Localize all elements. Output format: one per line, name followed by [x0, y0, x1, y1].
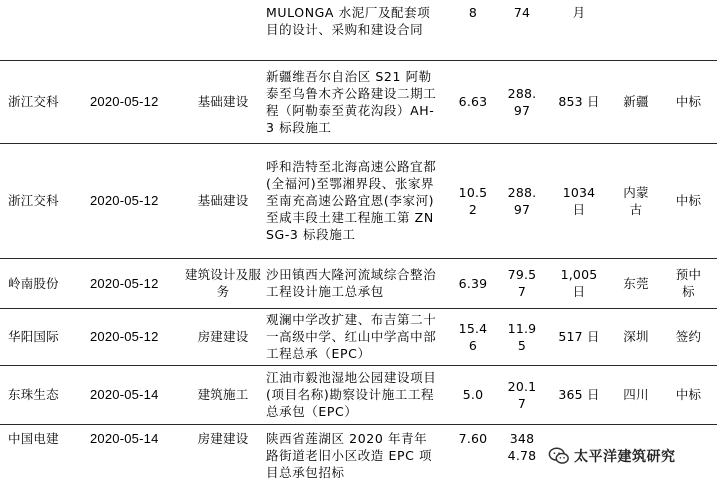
cell-company [0, 365, 78, 424]
cell-date [88, 308, 184, 365]
cell-project [262, 258, 446, 308]
amount-text: 5.0 [462, 387, 484, 402]
wechat-icon [548, 445, 570, 467]
date-text: 2020-05-12 [90, 275, 159, 291]
region-text: 新疆 [623, 94, 649, 109]
amount-text: 6.39 [458, 275, 488, 291]
company-text: 中国电建 [8, 431, 59, 446]
cell-company [0, 308, 78, 365]
revenue-pct-text: 288.97 [507, 85, 537, 118]
status-text: 中标 [675, 193, 702, 208]
cell-company [0, 0, 78, 60]
project-text: MULONGA 水泥厂及配套项目的设计、采购和建设合同 [266, 5, 431, 37]
cell-duration [546, 0, 612, 60]
amount-text: 6.63 [458, 94, 488, 109]
cell-amount [448, 258, 498, 308]
cell-status [660, 0, 717, 60]
revenue-pct-text: 3484.78 [507, 431, 537, 463]
status-text: 中标 [675, 387, 702, 402]
cell-region [612, 60, 660, 143]
date-text: 2020-05-12 [90, 193, 159, 208]
cell-status [660, 60, 717, 143]
region-text: 四川 [623, 387, 649, 402]
company-text: 浙江交科 [8, 193, 59, 208]
cell-status [660, 365, 717, 424]
revenue-pct-text: 288.97 [507, 184, 537, 217]
duration-text: 月 [572, 5, 586, 20]
cell-region [612, 365, 660, 424]
project-text: 观澜中学改扩建、布吉第二十一高级中学、红山中学高中部工程总承（EPC） [266, 312, 437, 361]
revenue-pct-text: 79.57 [507, 267, 537, 299]
project-text: 沙田镇西大隆河流域综合整治工程设计施工总承包 [266, 267, 437, 299]
company-text: 东珠生态 [8, 387, 59, 402]
project-text: 江油市毅池湿地公园建设项目(项目名称)勘察设计施工工程总承包（EPC） [266, 370, 437, 419]
date-text: 2020-05-12 [90, 94, 159, 109]
cell-region [612, 258, 660, 308]
amount-text: 8 [468, 5, 478, 20]
cell-amount [448, 424, 498, 487]
type-text: 房建建设 [197, 431, 249, 446]
duration-text: 1034 日 [562, 184, 596, 217]
region-text: 内蒙古 [623, 184, 649, 217]
cell-type [184, 424, 262, 487]
cell-status [660, 258, 717, 308]
cell-revenue-pct [498, 60, 546, 143]
duration-text: 365 日 [558, 387, 600, 402]
amount-text: 15.46 [458, 320, 488, 353]
date-text: 2020-05-14 [90, 431, 159, 446]
cell-revenue-pct [498, 424, 546, 487]
company-text: 浙江交科 [8, 94, 59, 109]
watermark-text: 太平洋建筑研究 [574, 449, 676, 465]
revenue-pct-text: 20.17 [507, 378, 537, 411]
cell-region [612, 308, 660, 365]
date-text: 2020-05-14 [90, 387, 159, 402]
cell-project [262, 365, 446, 424]
amount-text: 10.52 [458, 184, 488, 217]
cell-company [0, 424, 78, 487]
cell-revenue-pct [498, 0, 546, 60]
cell-revenue-pct [498, 143, 546, 258]
project-text: 陕西省莲湖区 2020 年青年路街道老旧小区改造 EPC 项目总承包招标 [266, 431, 433, 480]
cell-region [612, 0, 660, 60]
cell-project [262, 60, 446, 143]
cell-date [88, 365, 184, 424]
project-text: 呼和浩特至北海高速公路宜都(全福河)至鄂湘界段、张家界至南充高速公路宜恩(李家河)至咸丰段土建工程施工第 ZNSG-3 标段施工 [266, 159, 437, 242]
cell-duration [546, 258, 612, 308]
company-text: 岭南股份 [8, 275, 59, 291]
cell-project [262, 143, 446, 258]
cell-date [88, 143, 184, 258]
cell-type [184, 308, 262, 365]
cell-type [184, 143, 262, 258]
cell-company [0, 60, 78, 143]
cell-revenue-pct [498, 365, 546, 424]
status-text: 中标 [675, 94, 702, 109]
cell-amount [448, 0, 498, 60]
region-text: 深圳 [623, 329, 649, 344]
cell-region [612, 143, 660, 258]
cell-duration [546, 365, 612, 424]
cell-amount [448, 143, 498, 258]
project-text: 新疆维吾尔自治区 S21 阿勒泰至乌鲁木齐公路建设二期工程（阿勒泰至黄花沟段）AH-3 标段施工 [266, 68, 437, 135]
cell-amount [448, 308, 498, 365]
region-text: 东莞 [623, 275, 649, 291]
cell-date [88, 424, 184, 487]
watermark [548, 442, 717, 470]
date-text: 2020-05-12 [90, 329, 159, 344]
cell-date [88, 60, 184, 143]
revenue-pct-text: 11.95 [507, 320, 537, 353]
cell-status [660, 143, 717, 258]
status-text: 预中标 [675, 267, 702, 299]
cell-project [262, 0, 446, 60]
cell-duration [546, 60, 612, 143]
cell-project [262, 424, 446, 487]
cell-company [0, 258, 78, 308]
cell-duration [546, 143, 612, 258]
duration-text: 1,005 日 [560, 267, 598, 299]
cell-type [184, 258, 262, 308]
type-text: 建筑设计及服务 [184, 267, 262, 299]
revenue-pct-text: 74 [513, 5, 531, 20]
company-text: 华阳国际 [8, 329, 59, 344]
type-text: 基础建设 [197, 94, 249, 109]
cell-project [262, 308, 446, 365]
cell-status [660, 308, 717, 365]
cell-type [184, 365, 262, 424]
cell-amount [448, 365, 498, 424]
cell-type [184, 0, 262, 60]
amount-text: 7.60 [458, 431, 488, 446]
cell-revenue-pct [498, 258, 546, 308]
duration-text: 853 日 [558, 94, 600, 109]
cell-company [0, 143, 78, 258]
cell-revenue-pct [498, 308, 546, 365]
cell-date [88, 258, 184, 308]
cell-date [88, 0, 184, 60]
cell-duration [546, 308, 612, 365]
cell-amount [448, 60, 498, 143]
status-text: 签约 [675, 329, 702, 344]
duration-text: 517 日 [558, 329, 600, 344]
type-text: 建筑施工 [197, 387, 249, 402]
type-text: 基础建设 [197, 193, 249, 208]
cell-type [184, 60, 262, 143]
type-text: 房建建设 [197, 329, 249, 344]
